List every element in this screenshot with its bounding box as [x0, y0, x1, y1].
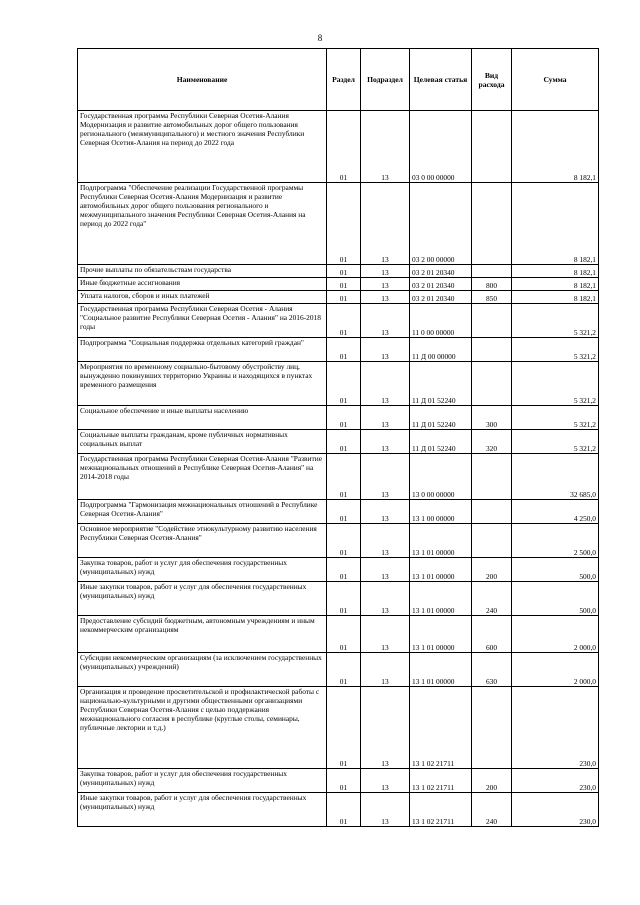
- header-subsection: Подраздел: [361, 49, 410, 111]
- row-amount: 5 321,2: [512, 338, 599, 362]
- row-name: Социальное обеспечение и иные выплаты населению: [78, 406, 327, 430]
- table-row: [78, 362, 599, 406]
- row-expense-type: 630: [472, 653, 512, 687]
- row-name: Прочие выплаты по обязательствам государства: [78, 265, 327, 278]
- row-target-article: 13 1 01 00000: [410, 653, 472, 687]
- table-row: [78, 582, 599, 616]
- row-section: 01: [327, 362, 361, 406]
- row-name: Иные закупки товаров, работ и услуг для обеспечения государственных (муниципальных) нужд: [78, 582, 327, 616]
- table-row: [78, 616, 599, 653]
- table-row: [78, 111, 599, 183]
- row-target-article: 13 1 01 00000: [410, 524, 472, 558]
- row-section: 01: [327, 454, 361, 500]
- table-header-row: [78, 49, 599, 111]
- row-subsection: 13: [361, 265, 410, 278]
- row-name: Уплата налогов, сборов и иных платежей: [78, 291, 327, 304]
- row-target-article: 11 Д 01 52240: [410, 430, 472, 454]
- row-name: Государственная программа Республики Северная Осетия-Алания "Развитие межнациональных отношений в Республике Северная Осетия-Алания" на 2014-2018 годы: [78, 454, 327, 500]
- row-section: 01: [327, 558, 361, 582]
- table-row: [78, 558, 599, 582]
- row-name: Государственная программа Республики Северная Осетия - Алания "Социальное развитие Республики Северная Осетия - Алания" на 2016-2018 годы: [78, 304, 327, 338]
- row-name: Закупка товаров, работ и услуг для обеспечения государственных (муниципальных) нужд: [78, 558, 327, 582]
- row-target-article: 11 0 00 00000: [410, 304, 472, 338]
- row-expense-type: 200: [472, 769, 512, 793]
- row-amount: 230,0: [512, 793, 599, 827]
- row-subsection: 13: [361, 362, 410, 406]
- row-name: Предоставление субсидий бюджетным, автономным учреждениям и иным некоммерческим организациям: [78, 616, 327, 653]
- table-row: [78, 793, 599, 827]
- row-expense-type: [472, 338, 512, 362]
- row-expense-type: 300: [472, 406, 512, 430]
- row-amount: 8 182,1: [512, 291, 599, 304]
- row-expense-type: [472, 111, 512, 183]
- row-target-article: 13 1 02 21711: [410, 793, 472, 827]
- row-expense-type: [472, 304, 512, 338]
- row-subsection: 13: [361, 338, 410, 362]
- row-expense-type: 240: [472, 793, 512, 827]
- row-target-article: 11 Д 01 52240: [410, 406, 472, 430]
- row-subsection: 13: [361, 793, 410, 827]
- row-section: 01: [327, 183, 361, 265]
- row-section: 01: [327, 582, 361, 616]
- row-target-article: 13 1 01 00000: [410, 616, 472, 653]
- row-name: Субсидии некоммерческим организациям (за исключением государственных (муниципальных) учреждений): [78, 653, 327, 687]
- row-section: 01: [327, 500, 361, 524]
- row-amount: 2 000,0: [512, 616, 599, 653]
- table-row: [78, 687, 599, 769]
- row-section: 01: [327, 278, 361, 291]
- page-number: 8: [317, 33, 323, 43]
- row-target-article: 13 1 01 00000: [410, 558, 472, 582]
- row-amount: 5 321,2: [512, 362, 599, 406]
- row-target-article: 03 2 00 00000: [410, 183, 472, 265]
- row-expense-type: [472, 500, 512, 524]
- row-expense-type: 320: [472, 430, 512, 454]
- row-amount: 5 321,2: [512, 304, 599, 338]
- header-expense-type: Вид расхода: [472, 49, 512, 111]
- row-name: Государственная программа Республики Северная Осетия-Алания Модернизация и развитие автомобильных дорог общего пользования регионального (межмуниципального) и местного значения Республики Северная Осетия-Алания на период до 2022 года: [78, 111, 327, 183]
- row-amount: 230,0: [512, 687, 599, 769]
- row-expense-type: 850: [472, 291, 512, 304]
- row-amount: 230,0: [512, 769, 599, 793]
- table-row: [78, 769, 599, 793]
- row-amount: 8 182,1: [512, 111, 599, 183]
- row-expense-type: 800: [472, 278, 512, 291]
- row-amount: 8 182,1: [512, 183, 599, 265]
- row-section: 01: [327, 304, 361, 338]
- row-section: 01: [327, 653, 361, 687]
- row-section: 01: [327, 687, 361, 769]
- budget-table: [77, 48, 599, 827]
- row-expense-type: [472, 454, 512, 500]
- row-target-article: 13 1 00 00000: [410, 500, 472, 524]
- row-name: Закупка товаров, работ и услуг для обеспечения государственных (муниципальных) нужд: [78, 769, 327, 793]
- row-target-article: 13 0 00 00000: [410, 454, 472, 500]
- row-amount: 8 182,1: [512, 278, 599, 291]
- row-amount: 8 182,1: [512, 265, 599, 278]
- row-amount: 32 685,0: [512, 454, 599, 500]
- row-subsection: 13: [361, 304, 410, 338]
- table-row: [78, 500, 599, 524]
- row-name: Основное мероприятие "Содействие этнокультурному развитию населения Республики Северная Осетия-Алания": [78, 524, 327, 558]
- row-name: Мероприятия по временному социально-бытовому обустройству лиц, вынужденно покинувших территорию Украины и находящихся в пунктах временного размещения: [78, 362, 327, 406]
- table-row: [78, 406, 599, 430]
- table-row: [78, 338, 599, 362]
- row-target-article: 13 1 02 21711: [410, 687, 472, 769]
- row-name: Организация и проведение просветительской и профилактической работы с национально-культурными и другими общественными организациями Республики Северная Осетия-Алания с целью поддержания межнационального согласия в республике (круглые столы, семинары, публичные лектории и т.д.): [78, 687, 327, 769]
- row-name: Иные закупки товаров, работ и услуг для обеспечения государственных (муниципальных) нужд: [78, 793, 327, 827]
- header-section: Раздел: [327, 49, 361, 111]
- table-row: [78, 291, 599, 304]
- row-subsection: 13: [361, 406, 410, 430]
- row-name: Подпрограмма "Социальная поддержка отдельных категорий граждан": [78, 338, 327, 362]
- header-name: Наименование: [78, 49, 327, 111]
- row-subsection: 13: [361, 430, 410, 454]
- table-row: [78, 265, 599, 278]
- row-section: 01: [327, 793, 361, 827]
- row-name: Подпрограмма "Гармонизация межнациональных отношений в Республике Северная Осетия-Алания": [78, 500, 327, 524]
- row-subsection: 13: [361, 524, 410, 558]
- row-amount: 5 321,2: [512, 406, 599, 430]
- row-expense-type: [472, 524, 512, 558]
- row-subsection: 13: [361, 278, 410, 291]
- row-subsection: 13: [361, 582, 410, 616]
- row-section: 01: [327, 524, 361, 558]
- row-subsection: 13: [361, 454, 410, 500]
- row-amount: 2 500,0: [512, 524, 599, 558]
- row-subsection: 13: [361, 558, 410, 582]
- row-amount: 4 250,0: [512, 500, 599, 524]
- row-expense-type: [472, 362, 512, 406]
- row-subsection: 13: [361, 500, 410, 524]
- row-section: 01: [327, 430, 361, 454]
- row-name: Иные бюджетные ассигнования: [78, 278, 327, 291]
- row-subsection: 13: [361, 653, 410, 687]
- row-target-article: 11 Д 00 00000: [410, 338, 472, 362]
- row-target-article: 13 1 02 21711: [410, 769, 472, 793]
- row-expense-type: 240: [472, 582, 512, 616]
- row-subsection: 13: [361, 687, 410, 769]
- row-name: Социальные выплаты гражданам, кроме публичных нормативных социальных выплат: [78, 430, 327, 454]
- row-expense-type: 600: [472, 616, 512, 653]
- row-subsection: 13: [361, 616, 410, 653]
- row-amount: 2 000,0: [512, 653, 599, 687]
- row-section: 01: [327, 338, 361, 362]
- row-target-article: 03 2 01 20340: [410, 278, 472, 291]
- row-expense-type: 200: [472, 558, 512, 582]
- table-row: [78, 524, 599, 558]
- header-amount: Сумма: [512, 49, 599, 111]
- row-section: 01: [327, 769, 361, 793]
- row-section: 01: [327, 291, 361, 304]
- row-expense-type: [472, 265, 512, 278]
- row-expense-type: [472, 183, 512, 265]
- row-target-article: 03 2 01 20340: [410, 291, 472, 304]
- row-section: 01: [327, 265, 361, 278]
- table-row: [78, 278, 599, 291]
- row-target-article: 03 0 00 00000: [410, 111, 472, 183]
- row-section: 01: [327, 616, 361, 653]
- row-target-article: 11 Д 01 52240: [410, 362, 472, 406]
- row-name: Подпрограмма "Обеспечение реализации Государственной программы Республики Северная Осетия-Алания Модернизация и развитие автомобильных дорог общего пользования регионального и межмуниципального значения Республики Северная Осетия-Алания на период до 2022 года": [78, 183, 327, 265]
- row-expense-type: [472, 687, 512, 769]
- row-amount: 500,0: [512, 558, 599, 582]
- table-row: [78, 430, 599, 454]
- row-amount: 5 321,2: [512, 430, 599, 454]
- row-section: 01: [327, 406, 361, 430]
- row-subsection: 13: [361, 291, 410, 304]
- row-target-article: 13 1 01 00000: [410, 582, 472, 616]
- table-row: [78, 183, 599, 265]
- table-row: [78, 454, 599, 500]
- table-row: [78, 653, 599, 687]
- row-target-article: 03 2 01 20340: [410, 265, 472, 278]
- table-row: [78, 304, 599, 338]
- row-subsection: 13: [361, 111, 410, 183]
- row-amount: 500,0: [512, 582, 599, 616]
- row-section: 01: [327, 111, 361, 183]
- header-target-article: Целевая статья: [410, 49, 472, 111]
- row-subsection: 13: [361, 769, 410, 793]
- row-subsection: 13: [361, 183, 410, 265]
